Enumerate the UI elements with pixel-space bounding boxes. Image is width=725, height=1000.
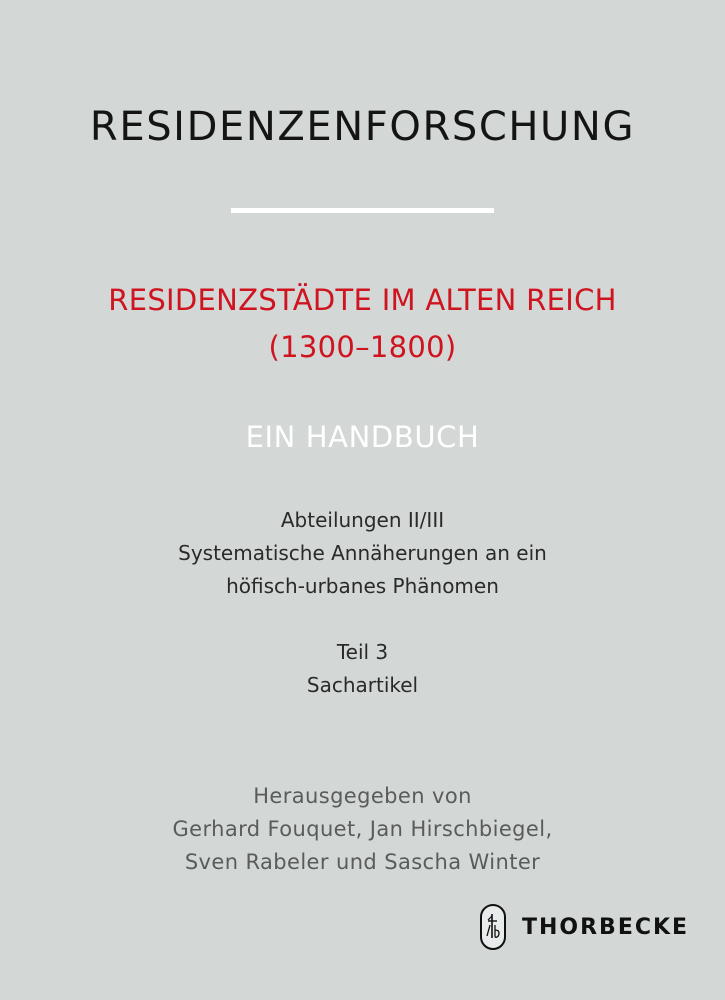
part-title: Sachartikel (306, 673, 419, 697)
division-line-1: Abteilungen II/III (280, 508, 445, 532)
division-line-3: höfisch-urbanes Phänomen (226, 574, 499, 598)
publisher-logo (480, 904, 689, 950)
book-title-line-2: (1300–1800) (268, 330, 457, 364)
editors-names-line-2: Sven Rabeler und Sascha Winter (184, 850, 541, 874)
editors-names-line-1: Gerhard Fouquet, Jan Hirschbiegel, (172, 817, 553, 841)
book-title-line-1: RESIDENZSTÄDTE IM ALTEN REICH (108, 283, 617, 317)
series-title: RESIDENZENFORSCHUNG (89, 104, 636, 150)
division-line-2: Systematische Annäherungen an ein (178, 541, 547, 565)
divider-rule (231, 208, 494, 213)
publisher-name: THORBECKE (522, 914, 690, 940)
thorbecke-emblem-icon (480, 904, 506, 950)
editors-label: Herausgegeben von (253, 784, 472, 808)
book-subtitle: EIN HANDBUCH (245, 420, 480, 454)
part-number: Teil 3 (336, 640, 389, 664)
